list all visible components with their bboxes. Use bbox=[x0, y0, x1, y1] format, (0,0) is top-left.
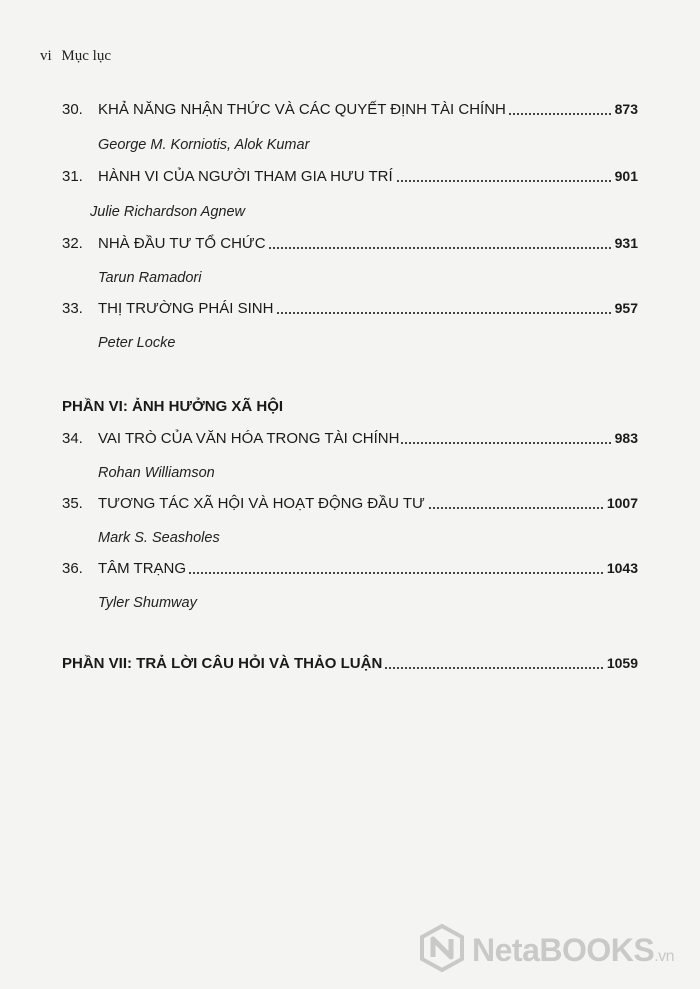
chapter-page: 901 bbox=[614, 168, 638, 184]
chapter-number: 32. bbox=[62, 235, 83, 252]
chapter-title: KHẢ NĂNG NHẬN THỨC VÀ CÁC QUYẾT ĐỊNH TÀI CHÍNH bbox=[98, 101, 506, 118]
chapter-number: 35. bbox=[62, 495, 83, 512]
part-entry[interactable] bbox=[62, 655, 638, 677]
chapter-title: HÀNH VI CỦA NGƯỜI THAM GIA HƯU TRÍ bbox=[98, 168, 393, 185]
chapter-number: 30. bbox=[62, 101, 83, 118]
chapter-author: Tarun Ramadori bbox=[98, 270, 202, 286]
part-heading: PHẦN VI: ẢNH HƯỞNG XÃ HỘI bbox=[62, 398, 284, 415]
part-title: PHẦN VII: TRẢ LỜI CÂU HỎI VÀ THẢO LUẬN bbox=[62, 655, 383, 672]
chapter-author: Peter Locke bbox=[98, 335, 176, 351]
chapter-page: 1007 bbox=[606, 495, 638, 511]
chapter-number: 34. bbox=[62, 430, 83, 447]
watermark-text bbox=[472, 932, 674, 969]
chapter-page: 1043 bbox=[606, 560, 638, 576]
chapter-title: THỊ TRƯỜNG PHÁI SINH bbox=[98, 300, 274, 317]
chapter-number: 33. bbox=[62, 300, 83, 317]
toc-entry[interactable] bbox=[62, 560, 638, 582]
chapter-page: 957 bbox=[614, 300, 638, 316]
toc-entry[interactable] bbox=[62, 235, 638, 257]
toc-entry[interactable] bbox=[62, 300, 638, 322]
chapter-author: Mark S. Seasholes bbox=[98, 530, 220, 546]
header-page-number: vi bbox=[40, 48, 52, 64]
chapter-number: 36. bbox=[62, 560, 83, 577]
netabooks-watermark bbox=[418, 924, 693, 980]
toc-entry[interactable] bbox=[62, 495, 638, 517]
watermark-brand: NetaBOOKS bbox=[472, 932, 655, 968]
chapter-number: 31. bbox=[62, 168, 83, 185]
chapter-page: 983 bbox=[614, 430, 638, 446]
chapter-title: VAI TRÒ CỦA VĂN HÓA TRONG TÀI CHÍNH bbox=[98, 430, 400, 447]
chapter-author: Rohan Williamson bbox=[98, 465, 215, 481]
part-page: 1059 bbox=[606, 655, 638, 671]
chapter-title: TÂM TRẠNG bbox=[98, 560, 187, 577]
toc-entry[interactable] bbox=[62, 168, 638, 190]
chapter-title: TƯƠNG TÁC XÃ HỘI VÀ HOẠT ĐỘNG ĐẦU TƯ bbox=[98, 495, 425, 512]
chapter-page: 931 bbox=[614, 235, 638, 251]
chapter-page: 873 bbox=[614, 101, 638, 117]
watermark-suffix: .vn bbox=[654, 948, 675, 965]
chapter-author: Julie Richardson Agnew bbox=[90, 204, 246, 220]
header-section-title: Mục lục bbox=[61, 48, 111, 64]
chapter-title: NHÀ ĐẦU TƯ TỔ CHỨC bbox=[98, 235, 266, 252]
netabooks-logo-icon bbox=[418, 924, 466, 972]
toc-entry[interactable] bbox=[62, 101, 638, 123]
toc-entry[interactable] bbox=[62, 430, 638, 452]
chapter-author: Tyler Shumway bbox=[98, 595, 197, 611]
running-header bbox=[40, 48, 111, 65]
chapter-author: George M. Korniotis, Alok Kumar bbox=[98, 137, 310, 153]
